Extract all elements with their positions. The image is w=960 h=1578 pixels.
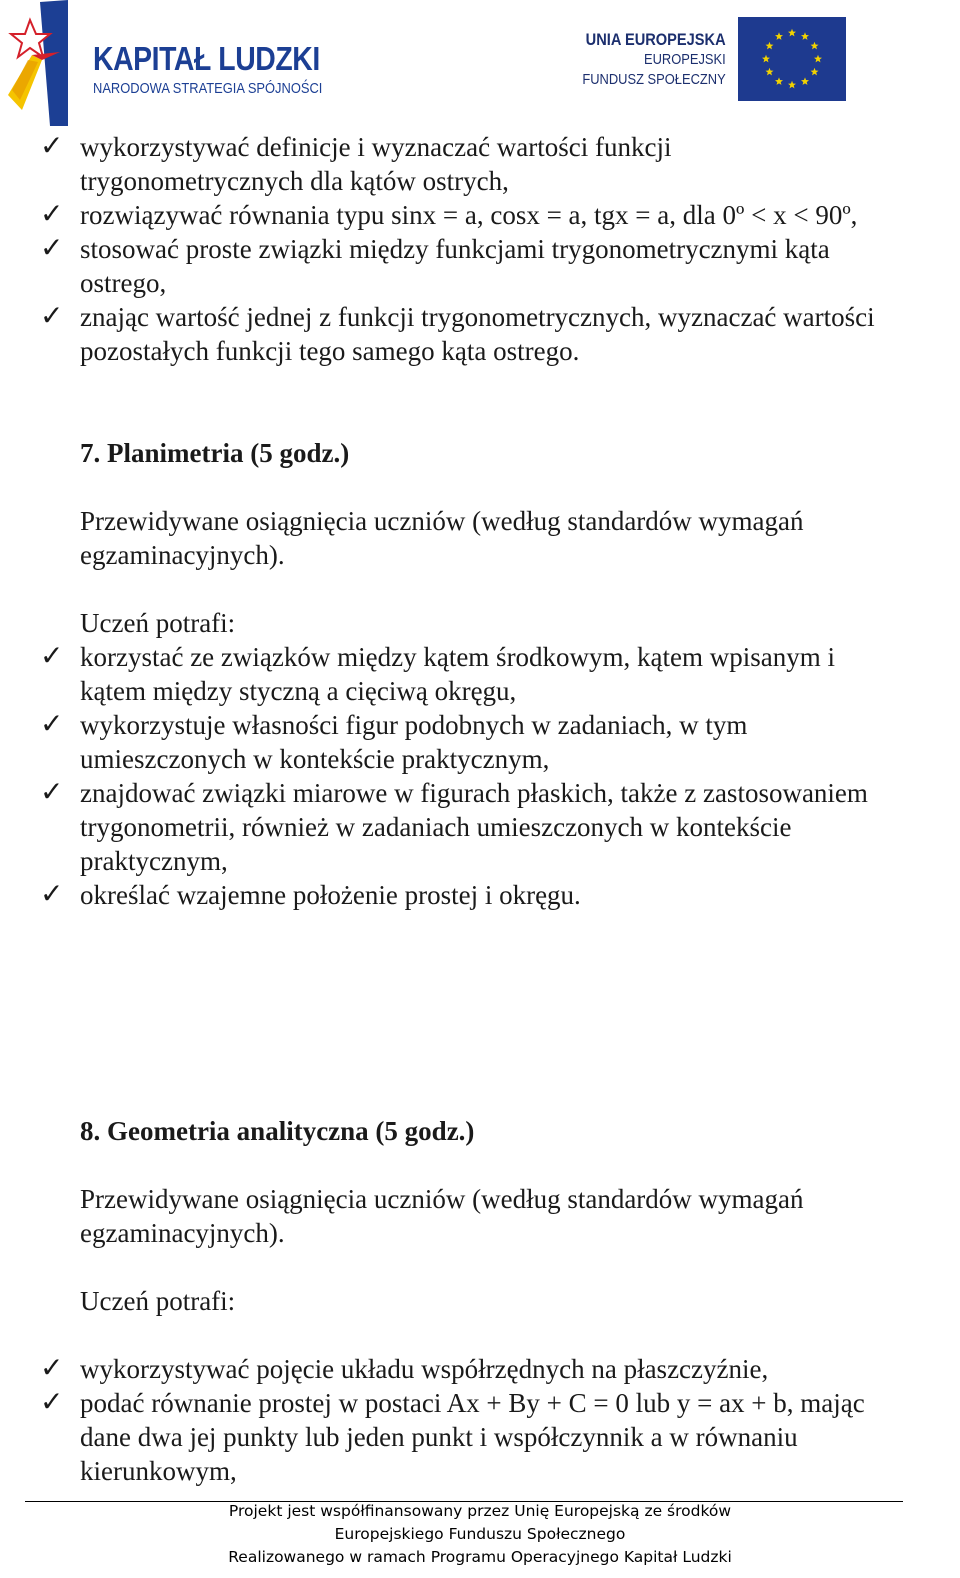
kapital-ludzki-logo-icon [2,0,80,128]
list-item-text: dane dwa jej punkty lub jeden punkt i współczynnik a w równaniu [80,1422,798,1452]
eu-logo-line2: EUROPEJSKI [644,51,726,68]
list-item-text: znajdować związki miarowe w figurach płaskich, także z zastosowaniem [80,778,868,808]
page-header [0,0,960,125]
section-8-heading: 8. Geometria analityczna (5 godz.) [80,1116,475,1146]
kapital-ludzki-title: KAPITAŁ LUDZKI [93,40,320,77]
checkmark-icon: ✓ [40,1387,64,1418]
list-item-text: ostrego, [80,268,167,298]
list-item-text: trygonometrycznych dla kątów ostrych, [80,166,509,196]
kapital-ludzki-subtitle: NARODOWA STRATEGIA SPÓJNOŚCI [93,80,323,97]
eu-flag-icon [738,17,846,101]
section-7-heading: 7. Planimetria (5 godz.) [80,438,350,468]
page-footer [0,1500,960,1569]
footer-line-1: Projekt jest współfinansowany przez Unię Europejską ze środków [228,1502,732,1520]
list-item-text: określać wzajemne położenie prostej i okręgu. [80,880,581,910]
list-item-text: kierunkowym, [80,1456,237,1486]
list-item-text: pozostałych funkcji tego samego kąta ostrego. [80,336,580,366]
checkmark-icon: ✓ [40,131,64,162]
checkmark-icon: ✓ [40,879,64,910]
list-item-text: kątem między styczną a cięciwą okręgu, [80,676,517,706]
section-7-intro: Przewidywane osiągnięcia uczniów (według standardów wymagań egzaminacyjnych). [80,506,804,570]
checkmark-icon: ✓ [40,1353,64,1384]
footer-line-3: Realizowanego w ramach Programu Operacyjnego Kapitał Ludzki [228,1548,732,1566]
list-item-text: korzystać ze związków między kątem środkowym, kątem wpisanym i [80,642,836,672]
checkmark-icon: ✓ [40,301,64,332]
checkmark-icon: ✓ [40,641,64,672]
eu-logo-line3: FUNDUSZ SPOŁECZNY [582,71,726,88]
eu-logo-line1: UNIA EUROPEJSKA [585,30,726,49]
list-item-text: wykorzystywać definicje i wyznaczać wartości funkcji [80,132,672,162]
section-8-intro: Przewidywane osiągnięcia uczniów (według standardów wymagań egzaminacyjnych). [80,1184,804,1248]
list-item-text: podać równanie prostej w postaci Ax + By + C = 0 lub y = ax + b, mając [80,1388,865,1418]
checkmark-icon: ✓ [40,199,64,230]
eu-logo-text [559,30,726,90]
checkmark-icon: ✓ [40,233,64,264]
list-item-text: wykorzystuje własności figur podobnych w zadaniach, w tym [80,710,748,740]
footer-line-2: Europejskiego Funduszu Społecznego [334,1525,626,1543]
list-item-text: trygonometrii, również w zadaniach umieszczonych w kontekście [80,812,792,842]
checkmark-icon: ✓ [40,777,64,808]
list-item-text: praktycznym, [80,846,228,876]
list-item-text: wykorzystywać pojęcie układu współrzędnych na płaszczyźnie, [80,1354,769,1384]
list-item-text: umieszczonych w kontekście praktycznym, [80,744,550,774]
section-8-can-label: Uczeń potrafi: [80,1286,236,1316]
section-7-can-label: Uczeń potrafi: [80,608,236,638]
list-item-text: stosować proste związki między funkcjami trygonometrycznymi kąta [80,234,830,264]
list-item-text: znając wartość jednej z funkcji trygonometrycznych, wyznaczać wartości [80,302,875,332]
list-item-text: rozwiązywać równania typu sinx = a, cosx = a, tgx = a, dla 0º < x < 90º, [80,200,858,230]
checkmark-icon: ✓ [40,709,64,740]
